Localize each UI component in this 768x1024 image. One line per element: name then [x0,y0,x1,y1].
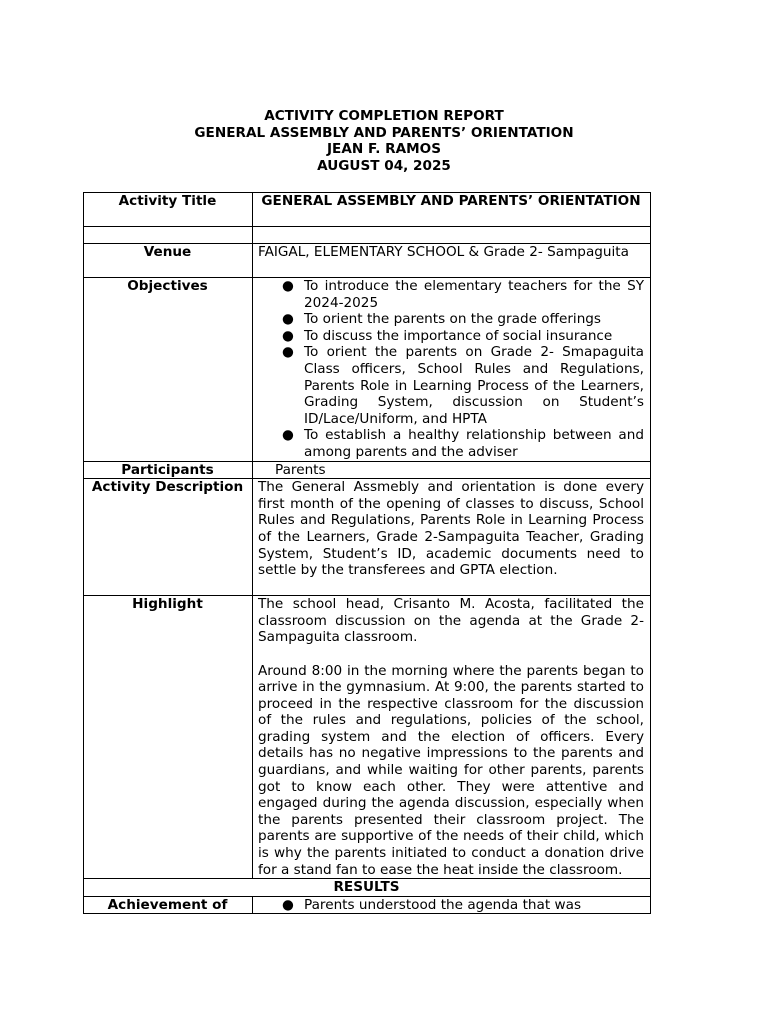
objective-text: To introduce the elementary teachers for the SY 2024-2025 [304,278,644,311]
achievement-list [258,897,644,914]
list-item [282,344,644,427]
results-heading: RESULTS [84,879,651,897]
list-item [282,427,644,460]
objectives-list [258,278,644,461]
description-label: Activity Description [84,479,253,596]
spacer-cell-right [253,227,651,244]
achievement-cell [253,896,651,914]
row-description [84,479,651,596]
row-spacer [84,227,651,244]
highlight-paragraph-2: Around 8:00 in the morning where the parents began to arrive in the gymnasium. At 9:00, the parents started to proceed in the respective classroom for the discussion of the rules and regulations, policies of the school, grading system and the election of officers. Every details has no negative impressions to the parents and guardians, and while waiting for other parents, parents got to know each other. They were attentive and engaged during the agenda discussion, especially when the parents presented their classroom project. The parents are supportive of the needs of their child, which is why the parents initiated to conduct a donation drive for a stand fan to ease the heat inside the classroom. [258,662,644,878]
bullet-icon: ● [282,311,294,328]
bullet-icon: ● [282,344,294,361]
objective-text: To discuss the importance of social insurance [304,327,613,344]
participants-label: Participants [84,461,253,479]
row-objectives [84,278,651,462]
highlight-cell [253,596,651,879]
bullet-icon: ● [282,278,294,294]
objective-text: To orient the parents on the grade offerings [304,311,602,328]
venue-value-cell [253,244,651,278]
report-table [83,192,651,914]
bullet-icon: ● [282,327,294,344]
achievement-label: Achievement of [84,896,253,914]
row-participants [84,461,651,479]
objective-text: To orient the parents on Grade 2- Smapaguita Class officers, School Rules and Regulations, Parents Role in Learning Process of the Learners, Grading System, discussion on Student’s ID/Lace/Uniform, and HPTA [304,344,644,427]
report-subtitle: GENERAL ASSEMBLY AND PARENTS’ ORIENTATION [194,124,574,141]
bullet-icon: ● [282,896,294,913]
highlight-paragraph-1: The school head, Crisanto M. Acosta, facilitated the classroom discussion on the agenda at the Grade 2-Sampaguita classroom. [258,596,644,646]
report-header [0,108,768,174]
venue-value: FAIGAL, ELEMENTARY SCHOOL & Grade 2- Sampaguita [258,244,629,260]
row-venue [84,244,651,278]
report-author: JEAN F. RAMOS [326,141,442,158]
report-date: AUGUST 04, 2025 [317,157,451,174]
row-results [84,879,651,897]
participants-value: Parents [275,461,326,478]
spacer-cell-left [84,227,253,244]
achievement-text: Parents understood the agenda that was [304,896,582,913]
participants-cell [253,461,651,479]
objectives-cell [253,278,651,462]
list-item [282,328,644,345]
objectives-label: Objectives [84,278,253,462]
activity-title-value: GENERAL ASSEMBLY AND PARENTS’ ORIENTATION [253,193,651,227]
bullet-icon: ● [282,427,294,444]
row-highlight [84,596,651,879]
activity-title-label: Activity Title [84,193,253,227]
list-item [282,897,644,914]
row-activity-title [84,193,651,227]
report-title: ACTIVITY COMPLETION REPORT [264,108,504,124]
highlight-label: Highlight [84,596,253,879]
list-item [282,278,644,311]
venue-label: Venue [84,244,253,278]
list-item [282,311,644,328]
row-achievement [84,896,651,914]
description-value: The General Assmebly and orientation is done every first month of the opening of classes to discuss, School Rules and Regulations, Parents Role in Learning Process of the Learners, Grade 2-Sampaguita Teacher, Grading System, Student’s ID, academic documents need to settle by the transferees and GPTA election. [253,479,651,596]
paragraph-gap [258,646,644,663]
objective-text: To establish a healthy relationship between and among parents and the adviser [304,427,644,460]
